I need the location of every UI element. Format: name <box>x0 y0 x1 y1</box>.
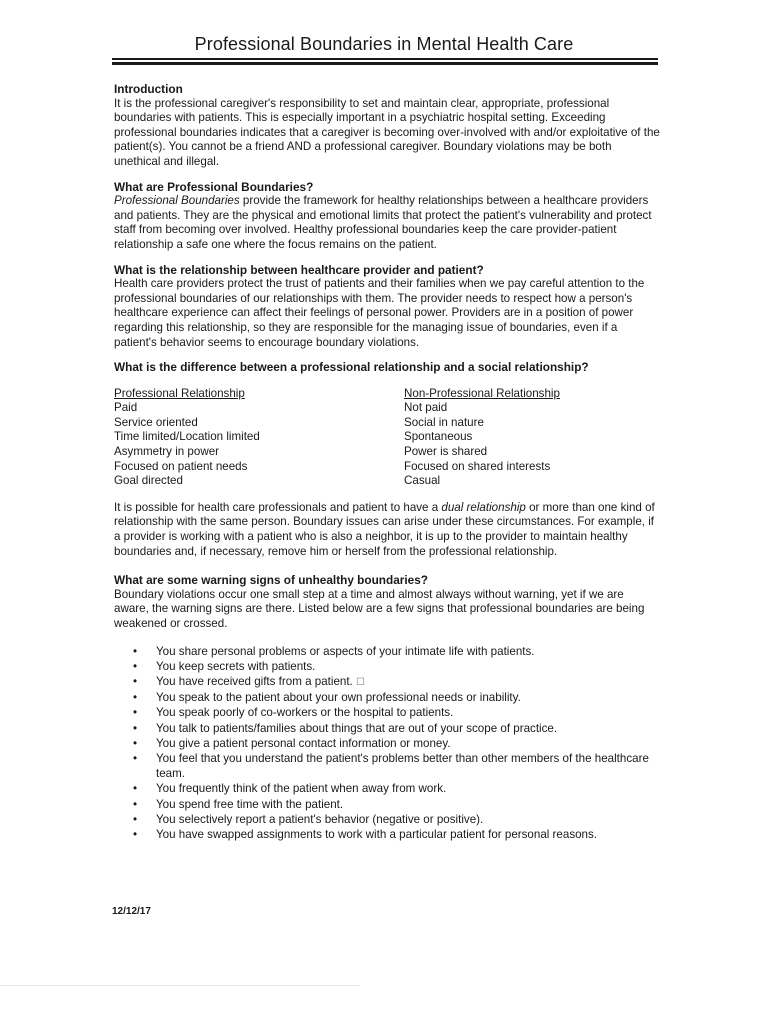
scan-fold-line <box>0 985 360 986</box>
section-text: Boundary violations occur one small step at a time and almost always without warning, yet if we are aware, the warning signs are there. Listed below are a few signs that professional boundaries are being weakened or crossed. <box>114 587 645 630</box>
section-text: Health care providers protect the trust of patients and their families when we pay careful attention to the professional boundaries of our relationships with them. The provider needs to respect how a person's healthcare experience can affect their feelings of personal power. Providers are in a position of power regarding this relationship, so they are responsible for the managing issue of boundaries, even if a patient's behavior seems to encourage boundary violations. <box>114 277 645 349</box>
column-item: Social in nature <box>404 415 484 429</box>
comparison-table <box>114 387 660 489</box>
footer-date: 12/12/17 <box>112 906 151 917</box>
column-item: Time limited/Location limited <box>114 430 260 444</box>
section-warning-signs <box>114 573 660 842</box>
section-professional-boundaries <box>114 180 660 253</box>
non-professional-column <box>404 387 660 489</box>
professional-column <box>114 387 404 489</box>
title-rule <box>112 58 658 60</box>
list-item: • You feel that you understand the patient's problems better than other members of the healthcare team. <box>156 751 660 781</box>
list-item: • You spend free time with the patient. <box>156 797 660 812</box>
list-item: • You talk to patients/families about things that are out of your scope of practice. <box>156 721 660 736</box>
text-before: It is possible for health care professionals and patient to have a <box>114 500 442 514</box>
column-item: Goal directed <box>114 474 183 488</box>
dual-relationship-paragraph <box>114 501 660 559</box>
list-item: • You keep secrets with patients. <box>156 659 660 674</box>
column-item: Focused on shared interests <box>404 459 551 473</box>
section-introduction <box>114 82 660 170</box>
section-heading: What is the relationship between healthcare provider and patient? <box>114 262 484 277</box>
italic-term: dual relationship <box>441 500 526 514</box>
list-item: • You give a patient personal contact information or money. <box>156 736 660 751</box>
italic-term: Professional Boundaries <box>114 194 240 208</box>
column-header: Professional Relationship <box>114 386 245 400</box>
list-item: • You have swapped assignments to work with a particular patient for personal reasons. <box>156 827 660 842</box>
page-title: Professional Boundaries in Mental Health Care <box>194 34 574 54</box>
column-item: Not paid <box>404 401 448 415</box>
column-item: Casual <box>404 474 441 488</box>
list-item: • You frequently think of the patient when away from work. <box>156 781 660 796</box>
section-difference <box>114 360 660 375</box>
section-heading: What are some warning signs of unhealthy boundaries? <box>114 573 428 588</box>
column-item: Spontaneous <box>404 430 473 444</box>
warning-signs-list <box>114 644 660 843</box>
list-item: • You speak to the patient about your own professional needs or inability. <box>156 690 660 705</box>
column-item: Focused on patient needs <box>114 459 248 473</box>
box-icon: ☐ <box>356 677 365 688</box>
section-heading: What are Professional Boundaries? <box>114 179 314 194</box>
document-body <box>114 82 660 842</box>
section-text <box>114 194 660 252</box>
list-item: • You speak poorly of co-workers or the hospital to patients. <box>156 705 660 720</box>
section-text-rest: provide the framework for healthy relationships between a healthcare providers and patients. They are the physical and emotional limits that protect the patient's vulnerability and protect staff from becoming over involved. Healthy professional boundaries keep the care provider-patient relationship a safe one where the focus remains on the patient. <box>114 194 652 251</box>
column-header: Non-Professional Relationship <box>404 386 560 400</box>
column-item: Power is shared <box>404 445 488 459</box>
column-item: Paid <box>114 401 138 415</box>
section-heading: Introduction <box>114 82 183 96</box>
text-after: or more than one kind of relationship with the same person. Boundary issues can arise under these circumstances. For example, if a provider is working with a patient who is also a neighbor, it is up to the provider to maintain healthy boundaries and, if necessary, remove him or herself from the professional relationship. <box>114 500 655 558</box>
section-relationship <box>114 263 660 351</box>
column-item: Asymmetry in power <box>114 445 220 459</box>
list-item: • You share personal problems or aspects of your intimate life with patients. <box>156 644 660 659</box>
list-item-text: You have received gifts from a patient. <box>156 675 353 688</box>
title-rule-thick <box>112 62 658 65</box>
list-item <box>156 674 660 690</box>
list-item: • You selectively report a patient's behavior (negative or positive). <box>156 812 660 827</box>
paragraph-text <box>114 501 660 559</box>
section-heading: What is the difference between a professional relationship and a social relationship? <box>114 360 589 375</box>
column-item: Service oriented <box>114 415 198 429</box>
section-text: It is the professional caregiver's responsibility to set and maintain clear, appropriate, professional boundaries with patients. This is especially important in a psychiatric hospital setting. Exceeding professional boundaries indicates that a caregiver is becoming over-involved with and/or exploitative of the patient(s). You cannot be a friend AND a professional caregiver. Boundary violations may be both unethical and illegal. <box>114 96 660 168</box>
